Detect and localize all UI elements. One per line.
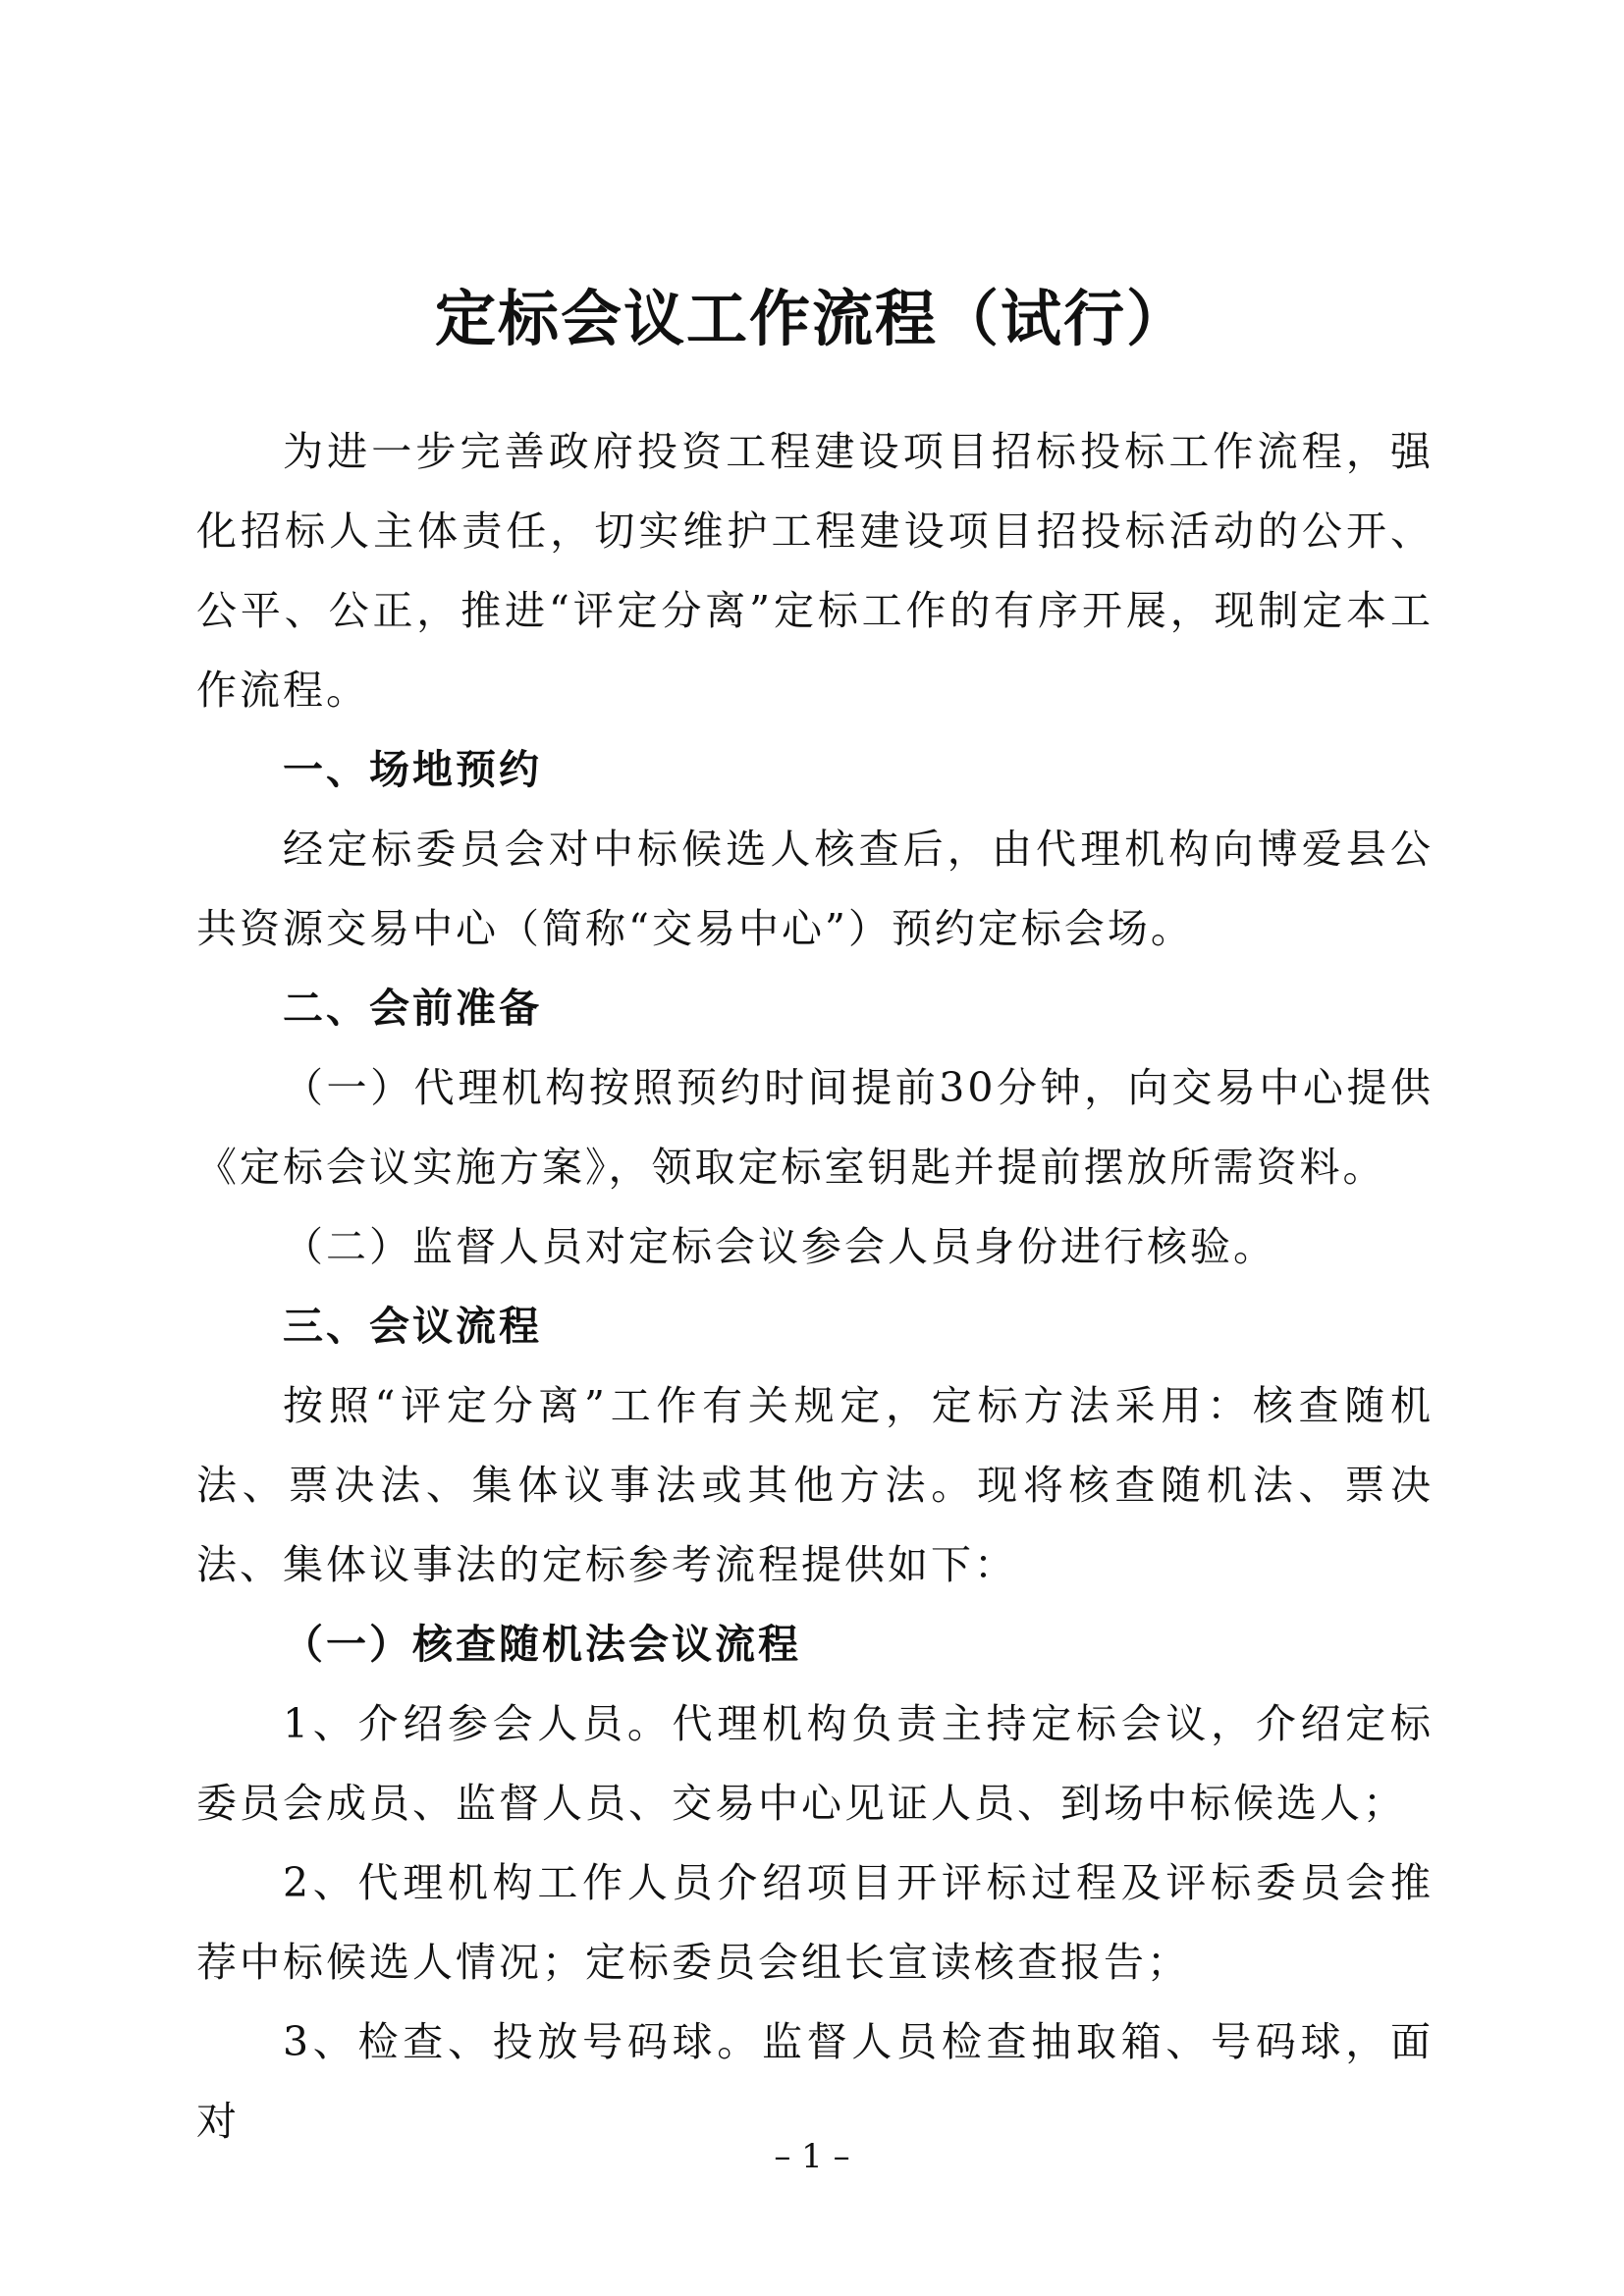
subsection-heading-random-check-method: （一）核查随机法会议流程 [283,1621,801,1668]
meeting-process-paragraph: 按照“评定分离”工作有关规定，定标方法采用：核查随机法、票决法、集体议事法或其他方法。现将核查随机法、票决法、集体议事法的定标参考流程提供如下： [196,1382,1434,1588]
section-heading-preparation: 二、会前准备 [283,985,542,1032]
step-2-paragraph: 2、代理机构工作人员介绍项目开评标过程及评标委员会推荐中标候选人情况；定标委员会组长宣读核查报告； [196,1859,1434,1986]
intro-paragraph: 为进一步完善政府投资工程建设项目招标投标工作流程，强化招标人主体责任，切实维护工程建设项目招投标活动的公开、公平、公正，推进“评定分离”定标工作的有序开展，现制定本工作流程。 [196,428,1434,714]
preparation-item-1: （一）代理机构按照预约时间提前30分钟，向交易中心提供《定标会议实施方案》，领取定标室钥匙并提前摆放所需资料。 [196,1064,1434,1191]
preparation-item-2: （二）监督人员对定标会议参会人员身份进行核验。 [283,1223,1276,1270]
page-number: – 1 – [774,2137,850,2176]
step-1-paragraph: 1、介绍参会人员。代理机构负责主持定标会议，介绍定标委员会成员、监督人员、交易中心见证人员、到场中标候选人； [196,1700,1434,1827]
step-3-paragraph: 3、检查、投放号码球。监督人员检查抽取箱、号码球，面对 [196,2018,1434,2145]
document-title: 定标会议工作流程（试行） [434,283,1189,354]
section-heading-meeting-process: 三、会议流程 [283,1303,542,1350]
section-heading-venue-booking: 一、场地预约 [283,746,542,793]
document-body [196,412,1434,2162]
venue-booking-paragraph: 经定标委员会对中标候选人核查后，由代理机构向博爱县公共资源交易中心（简称“交易中心”）预约定标会场。 [196,826,1434,952]
